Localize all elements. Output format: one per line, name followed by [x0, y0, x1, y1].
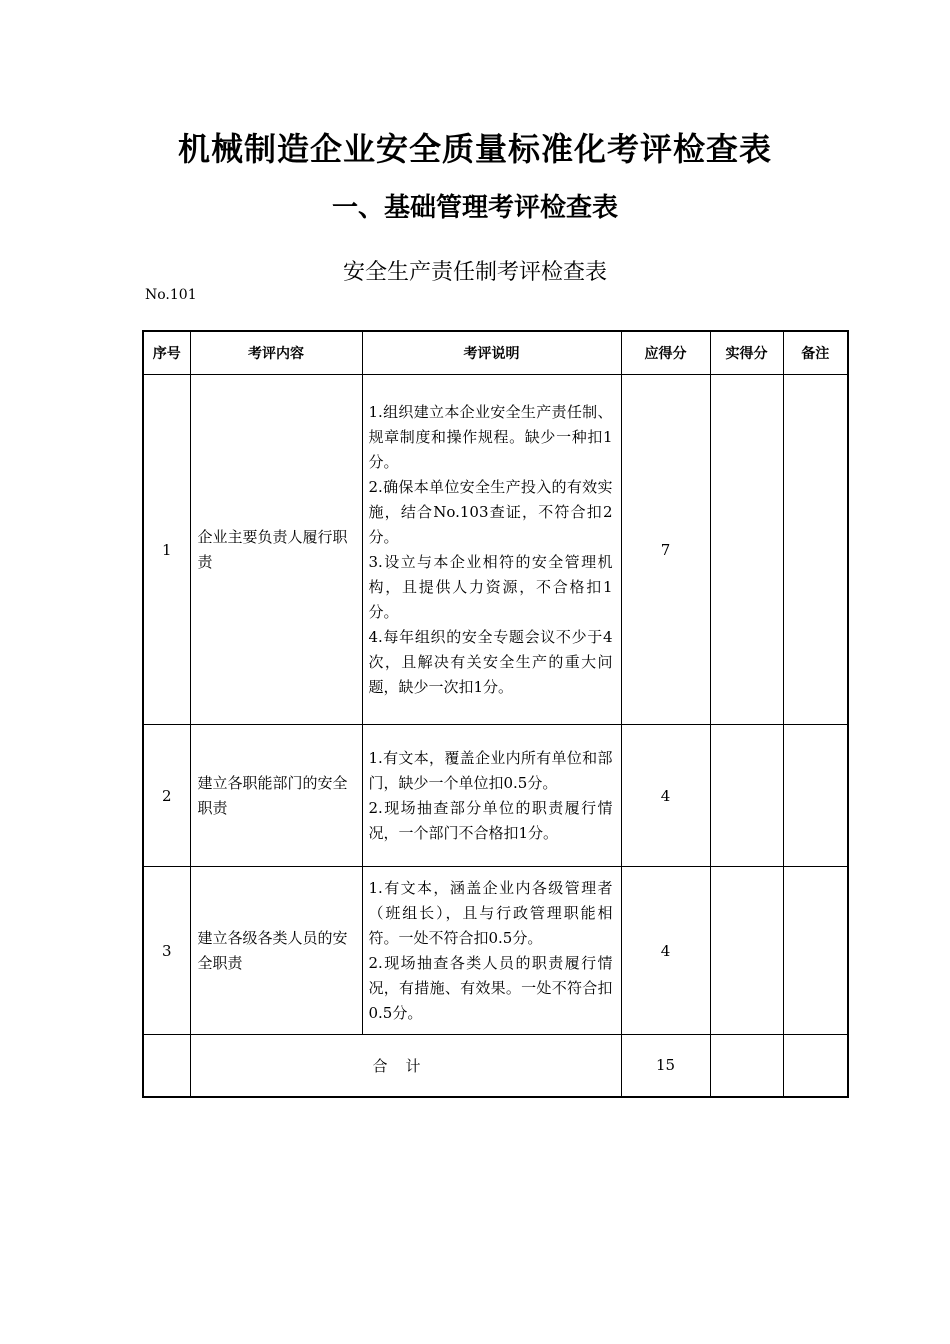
header-actual: 实得分: [710, 331, 783, 375]
row-no: 3: [143, 867, 190, 1035]
header-desc: 考评说明: [362, 331, 621, 375]
row-content: 建立各职能部门的安全职责: [190, 725, 362, 867]
row-no: 1: [143, 375, 190, 725]
desc-item: 2.现场抽查各类人员的职责履行情况，有措施、有效果。一处不符合扣0.5分。: [368, 953, 613, 1022]
row-content: 企业主要负责人履行职责: [190, 375, 362, 725]
desc-item: 1.有文本，涵盖企业内各级管理者（班组长），且与行政管理职能相符。一处不符合扣0.5分。: [368, 878, 613, 947]
total-no: [143, 1035, 190, 1097]
total-note[interactable]: [783, 1035, 848, 1097]
header-content: 考评内容: [190, 331, 362, 375]
row-note[interactable]: [783, 375, 848, 725]
row-actual[interactable]: [710, 725, 783, 867]
header-score: 应得分: [621, 331, 710, 375]
row-score: 7: [621, 375, 710, 725]
row-desc: [362, 375, 621, 725]
desc-item: 2.现场抽查部分单位的职责履行情况，一个部门不合格扣1分。: [368, 798, 613, 842]
table-title: 安全生产责任制考评检查表: [342, 260, 607, 285]
total-score: 15: [621, 1035, 710, 1097]
row-note[interactable]: [783, 725, 848, 867]
row-score: 4: [621, 867, 710, 1035]
header-no: 序号: [143, 331, 190, 375]
desc-item: 1.组织建立本企业安全生产责任制、规章制度和操作规程。缺少一种扣1分。: [368, 402, 613, 471]
row-desc: [362, 725, 621, 867]
row-desc: [362, 867, 621, 1035]
desc-item: 1.有文本，覆盖企业内所有单位和部门，缺少一个单位扣0.5分。: [368, 748, 613, 792]
document-number: No.101: [145, 287, 197, 303]
total-label: 合计: [190, 1035, 621, 1097]
desc-item: 3.设立与本企业相符的安全管理机构，且提供人力资源，不合格扣1分。: [368, 552, 613, 621]
desc-item: 2.确保本单位安全生产投入的有效实施，结合No.103查证，不符合扣2分。: [368, 477, 613, 546]
row-note[interactable]: [783, 867, 848, 1035]
section-title: 一、基础管理考评检查表: [331, 193, 618, 223]
total-actual[interactable]: [710, 1035, 783, 1097]
table-row: [143, 725, 848, 867]
row-content: 建立各级各类人员的安全职责: [190, 867, 362, 1035]
row-actual[interactable]: [710, 867, 783, 1035]
table-row: [143, 375, 848, 725]
table-header-row: [143, 331, 848, 375]
desc-item: 4.每年组织的安全专题会议不少于4次，且解决有关安全生产的重大问题，缺少一次扣1分。: [368, 627, 613, 696]
row-no: 2: [143, 725, 190, 867]
table-row: [143, 867, 848, 1035]
evaluation-table: [142, 330, 849, 1098]
main-title: 机械制造企业安全质量标准化考评检查表: [177, 130, 772, 168]
header-note: 备注: [783, 331, 848, 375]
total-row: [143, 1035, 848, 1097]
row-actual[interactable]: [710, 375, 783, 725]
row-score: 4: [621, 725, 710, 867]
